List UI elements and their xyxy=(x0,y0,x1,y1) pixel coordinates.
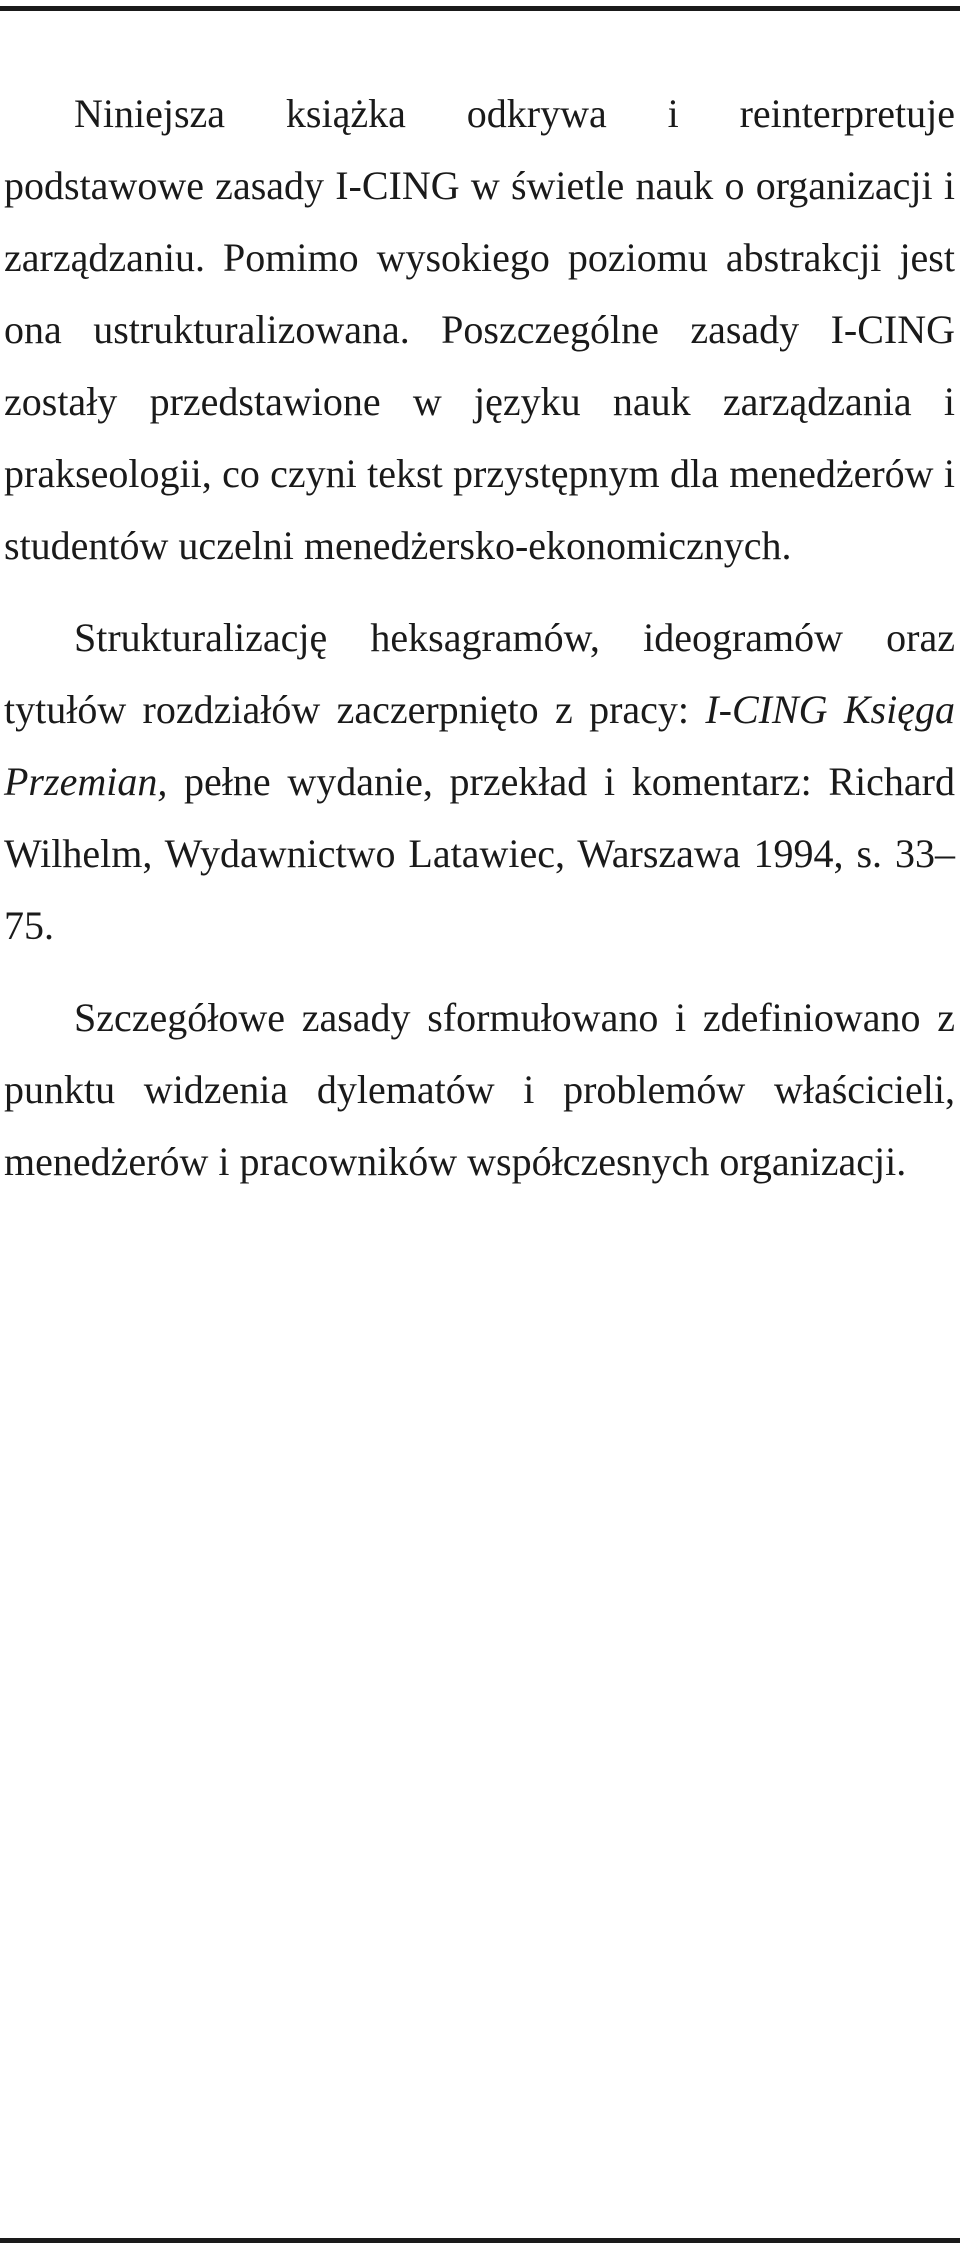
paragraph-intro-text: Niniejsza książka odkrywa i reinterpretuje podstawowe zasady I-CING w świetle nauk o organizacji i zarządzaniu. Pomimo wysokiego poziomu abstrakcji jest ona ustrukturalizowana. Poszczególne zasady I-CING zostały przedstawione w języku nauk zarządzania i prakseologii, co czyni tekst przystępnym dla menedżerów i studentów uczelni menedżersko-ekonomicznych. xyxy=(4,91,955,568)
paragraph-principles xyxy=(4,982,955,1198)
book-title: I-CING Księga Przemian, xyxy=(4,687,955,804)
paragraph-intro xyxy=(4,78,955,582)
paragraph-source-text-after: pełne wydanie, przekład i komentarz: Richard Wilhelm, Wydawnictwo Latawiec, Warszawa 1994, s. 33–75. xyxy=(4,759,955,948)
top-rule xyxy=(0,6,960,11)
page-text xyxy=(4,78,955,1218)
paragraph-principles-text: Szczegółowe zasady sformułowano i zdefiniowano z punktu widzenia dylematów i problemów właścicieli, menedżerów i pracowników współczesnych organizacji. xyxy=(4,995,955,1184)
paragraph-source-text-before: Strukturalizację heksagramów, ideogramów oraz tytułów rozdziałów zaczerpnięto z pracy: xyxy=(4,615,955,732)
paragraph-source xyxy=(4,602,955,962)
bottom-rule xyxy=(0,2238,960,2243)
